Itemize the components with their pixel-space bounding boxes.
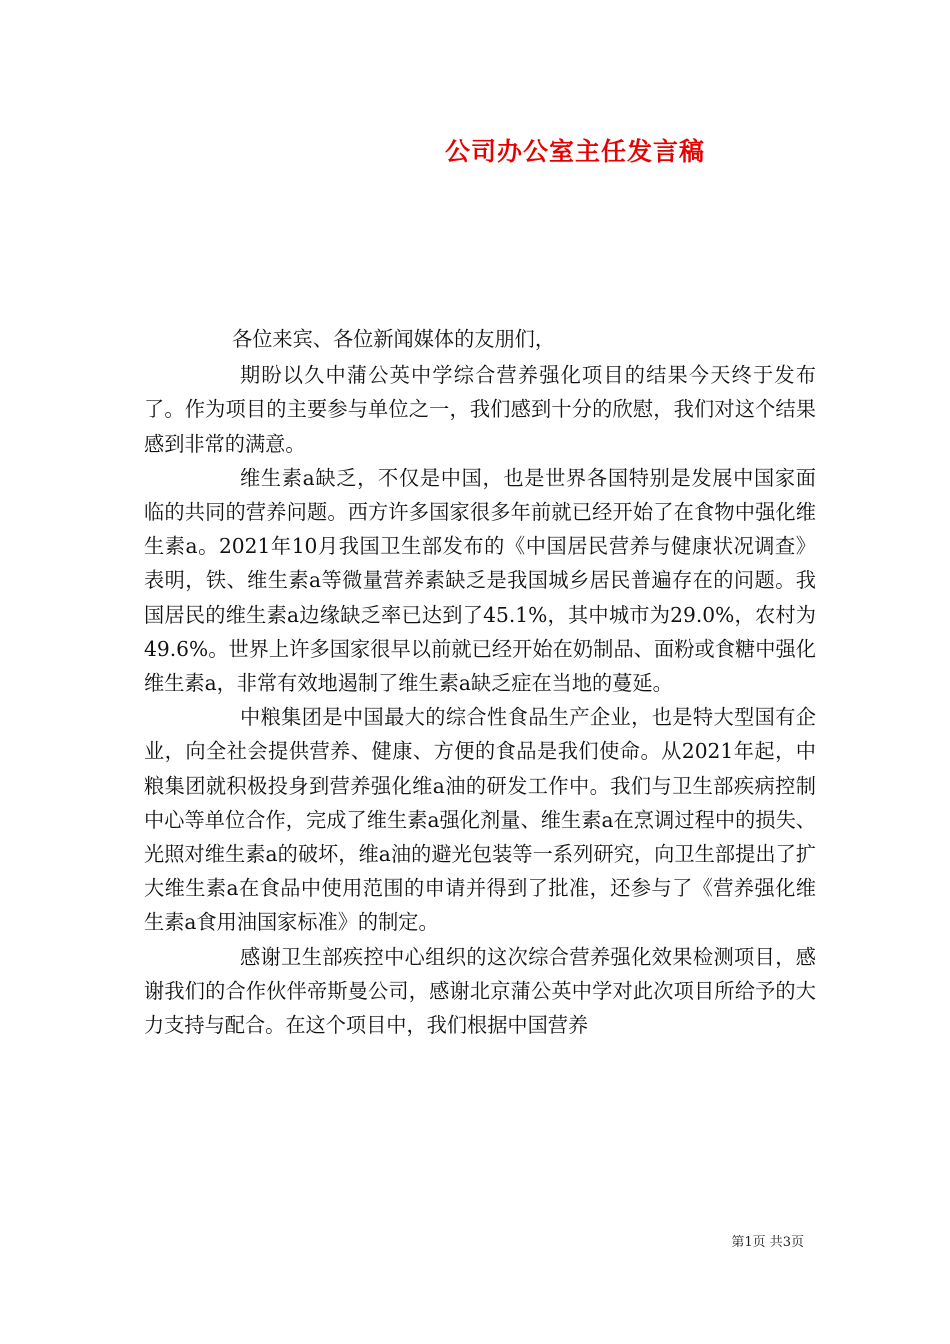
document-title: 公司办公室主任发言稿 — [444, 137, 705, 166]
paragraph-3: 中粮集团是中国最大的综合性食品生产企业，也是特大型国有企业，向全社会提供营养、健康、方便的食品是我们使命。从2021年起，中粮集团就积极投身到营养强化维a油的研发工作中。我们与卫生部疾病控制中心等单位合作，完成了维生素a强化剂量、维生素a在烹调过程中的损失、光照对维生素a的破坏，维a油的避光包装等一系列研究，向卫生部提出了扩大维生素a在食品中使用范围的申请并得到了批准，还参与了《营养强化维生素a食用油国家标准》的制定。 — [144, 705, 816, 935]
document-body — [144, 322, 816, 1042]
paragraph-1: 期盼以久中蒲公英中学综合营养强化项目的结果今天终于发布了。作为项目的主要参与单位之一，我们感到十分的欣慰，我们对这个结果感到非常的满意。 — [144, 363, 816, 456]
paragraph-2: 维生素a缺乏，不仅是中国，也是世界各国特别是发展中国家面临的共同的营养问题。西方许多国家很多年前就已经开始了在食物中强化维生素a。2021年10月我国卫生部发布的《中国居民营养与健康状况调查》表明，铁、维生素a等微量营养素缺乏是我国城乡居民普遍存在的问题。我国居民的维生素a边缘缺乏率已达到了45.1%，其中城市为29.0%，农村为49.6%。世界上许多国家很早以前就已经开始在奶制品、面粉或食糖中强化维生素a，非常有效地遏制了维生素a缺乏症在当地的蔓延。 — [144, 465, 816, 696]
page-number-footer: 第1页 共3页 — [731, 1235, 804, 1250]
paragraph-4: 感谢卫生部疾控中心组织的这次综合营养强化效果检测项目，感谢我们的合作伙伴帝斯曼公司，感谢北京蒲公英中学对此次项目所给予的大力支持与配合。在这个项目中，我们根据中国营养 — [144, 944, 816, 1038]
greeting-line: 各位来宾、各位新闻媒体的友朋们， — [232, 327, 556, 351]
